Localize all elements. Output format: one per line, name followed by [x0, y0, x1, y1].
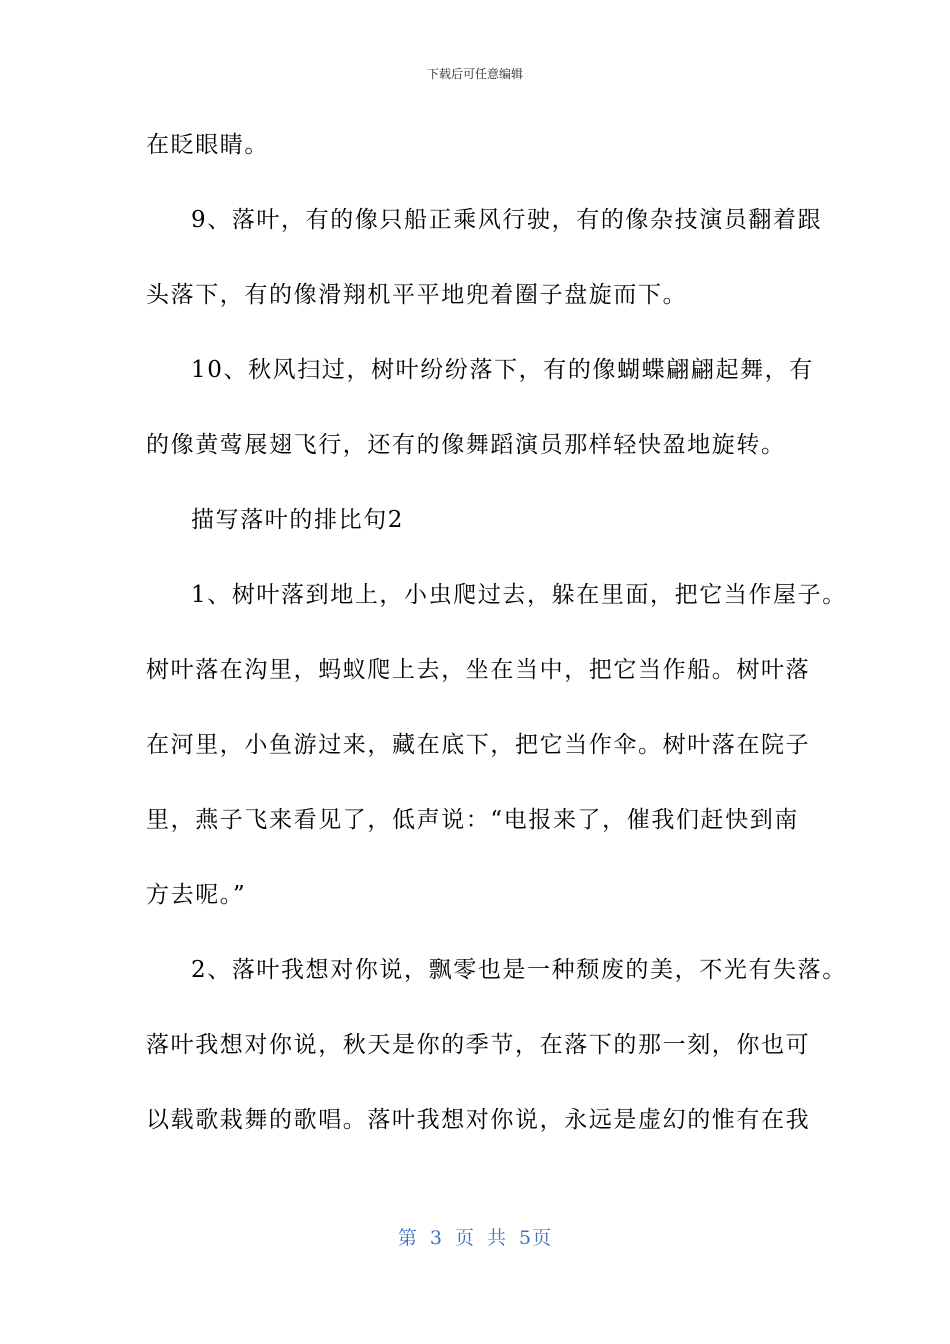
- body-line-7: 1、树叶落到地上，小虫爬过去，躲在里面，把它当作屋子。: [191, 582, 847, 608]
- body-line-13: 落叶我想对你说，秋天是你的季节，在落下的那一刻，你也可: [146, 1032, 811, 1058]
- body-line-1: 在眨眼睛。: [146, 132, 269, 158]
- body-line-4: 10、秋风扫过，树叶纷纷落下，有的像蝴蝶翩翩起舞，有: [191, 357, 814, 383]
- body-line-5: 的像黄莺展翅飞行，还有的像舞蹈演员那样轻快盈地旋转。: [146, 432, 786, 458]
- footer-page-label: 页: [454, 1227, 475, 1249]
- body-line-14: 以载歌栽舞的歌唱。落叶我想对你说，永远是虚幻的惟有在我: [146, 1107, 811, 1133]
- footer-total-prefix: 共: [487, 1227, 508, 1249]
- body-line-8: 树叶落在沟里，蚂蚁爬上去，坐在当中，把它当作船。树叶落: [146, 657, 811, 683]
- section-heading: 描写落叶的排比句2: [191, 507, 405, 533]
- body-line-2: 9、落叶，有的像只船正乘风行驶，有的像杂技演员翻着跟: [191, 207, 823, 233]
- body-line-9: 在河里，小鱼游过来，藏在底下，把它当作伞。树叶落在院子: [146, 732, 811, 758]
- body-line-11: 方去呢。”: [146, 882, 247, 908]
- body-line-12: 2、落叶我想对你说，飘零也是一种颓废的美，不光有失落。: [191, 957, 847, 983]
- footer-prefix: 第: [397, 1227, 418, 1249]
- body-line-10: 里，燕子飞来看见了，低声说：“电报来了，催我们赶快到南: [146, 807, 799, 833]
- footer-page-number: 3: [429, 1227, 443, 1249]
- page-footer: [0, 1226, 950, 1250]
- page-header: 下载后可任意编辑: [426, 67, 523, 81]
- body-line-3: 头落下，有的像滑翔机平平地兜着圈子盘旋而下。: [146, 282, 688, 308]
- footer-total: 5页: [519, 1227, 553, 1249]
